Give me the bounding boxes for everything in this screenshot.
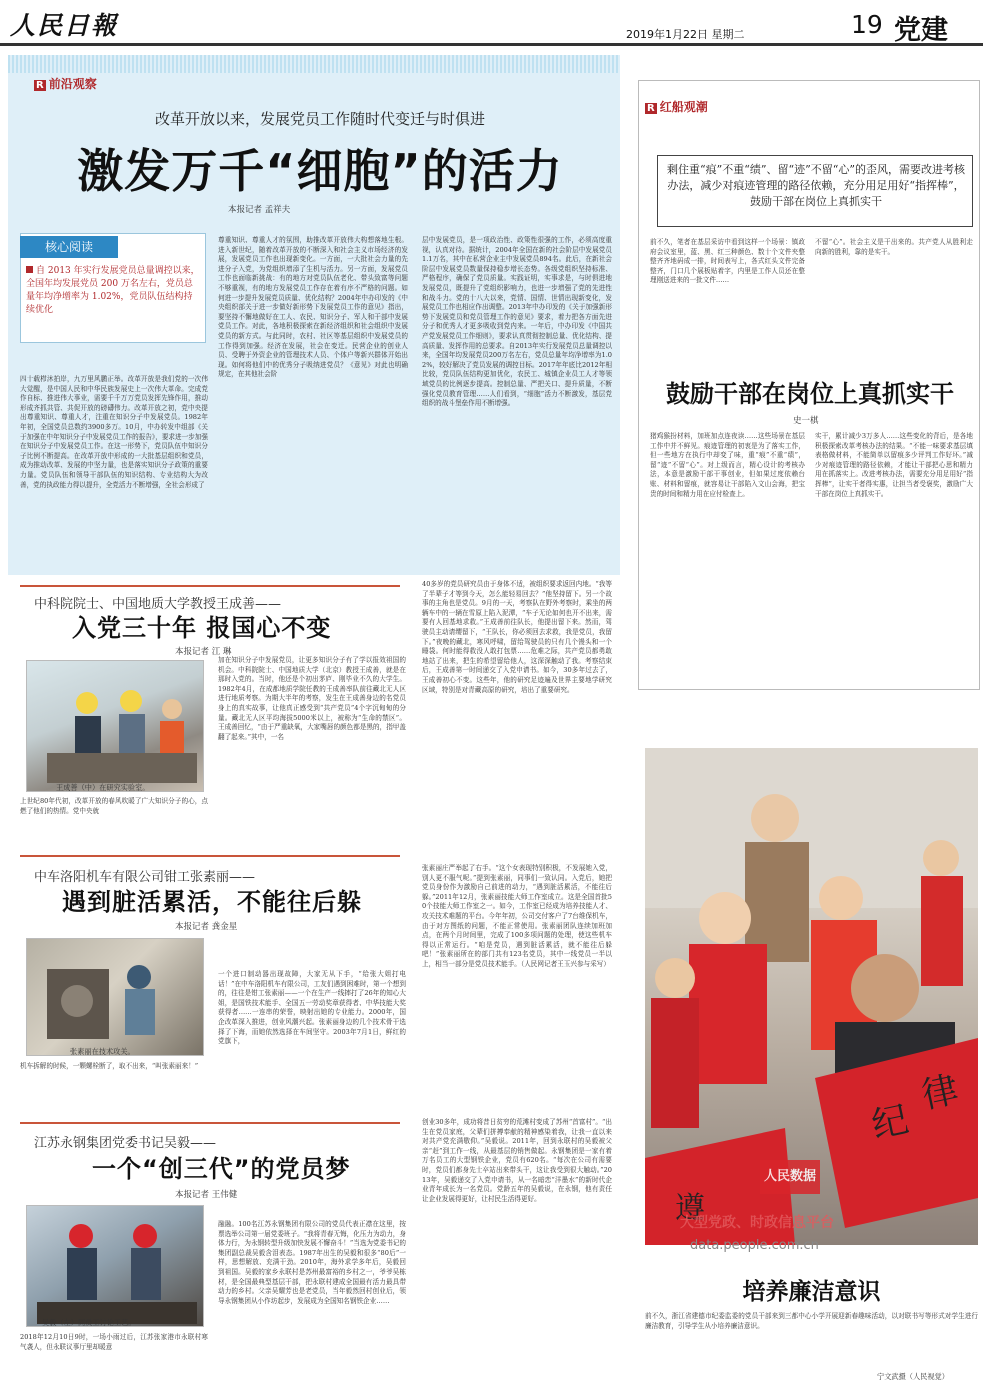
- profile1-caption: 王成善（中）在研究实验室。: [56, 783, 150, 792]
- masthead: [0, 0, 983, 46]
- svg-text:遵: 遵: [675, 1191, 705, 1226]
- photo-credit: 宁文武摄（人民视觉）: [877, 1372, 949, 1381]
- profile3-photo: [26, 1205, 204, 1327]
- profile1-rule: [20, 585, 400, 587]
- profile2-text-left: 机车拆解的时候，一颗螺栓断了，取不出来，“叫张素丽来！”: [20, 1062, 199, 1070]
- profile2-photo: [26, 938, 204, 1056]
- core-reading-text: 自 2013 年实行发展党员总量调控以来，全国年均发展党员 200 万名左右，党员总量年均净增率为 1.02%，党员队伍结构持续优化: [26, 266, 200, 315]
- profile2-kicker: 中车洛阳机车有限公司钳工张素丽——: [34, 870, 256, 885]
- profile3-text-mid: 融融。100名江苏永钢集团有限公司的党员代表正襟在这里，按票选举公司第一届党委班子。“我将青春无悔，化压力为动力，身体力行，为永钢转型升级加快发展不懈奋斗！”当选为党委书记的集团副总裁吴毅含泪表态。1987年出生的吴毅和很多“80后”一样，思想解放、充满干劲。2010年，海外求学多年后，吴毅回到祖国。吴毅的家乡永联村是苏州最富裕的乡村之一，爷爷吴栋材，是全国最典型基层干部，把永联村建成全国最有活力最具带动力的乡村。父亲吴耀芳也是老党员，当年毅然回村创业后，领导永钢集团从小作坊起步，发展成为全国知名钢铁企业……: [218, 1220, 406, 1305]
- profile2-byline: 本报记者 龚金星: [175, 922, 238, 932]
- decorative-stripe: [8, 55, 620, 73]
- commentary-text-top-left: 前不久，笔者在基层采访中看到这样一个场景：镇政府会议室里，蓝、黑、红三种颜色、数十个文件夹整整齐齐地码成一排，时间表写上，各式红头文件完备整齐，门口几个展板贴着字，内里是工作人员还在整理刚送进来的一批文件……: [650, 238, 805, 285]
- main-article-column-1: 四十载栉沐拍岸，九万里风鹏正举。改革开放是我们党的一次伟大觉醒，是中国人民和中华民族发展史上一次伟大革命。完成党作自标、推进伟大事业，需要千千万万党员发挥先锋作用，推动形成齐抓共管、共促开放的磅礴伟力。改革开放之初，党中央提出尊重知识、尊重人才，注重在知识分子中发展党员。1982年年初，全国党员总数约3900多万。10月，中办转发中组部《关于加强在中年知识分子中发展党员工作的报告》，要求进一步加强在知识分子中发展党员工作。在这一形势下，党员队伍中知识分子比例不断提高。在改革开放中形成的一大批基层组织和党员，成为推动改革、发展的中坚力量，也是落实知识分子政策的重要力量。党员队伍和领导干部队伍的知识结构、专业结构大为改善，党的执政能力得以提升，全党活力不断增强，全社会形成了: [20, 375, 208, 489]
- section-tag-frontline: R 前沿观察: [36, 77, 97, 91]
- profile1-title: 入党三十年 报国心不变: [72, 614, 332, 642]
- commentary-headline: 鼓励干部在岗位上真抓实干: [666, 380, 954, 408]
- profile1-text-right: 40多岁的党员研究员由于身体不适，被组织要求返回内地。“我等了半辈子才等到今天，怎么能轻易回去？”他坚持留下。另一个故事的主角也是党员。9月的一天，考察队在野外考察时，乘坐的两辆车中的一辆在雪原上陷入泥潭，“车子无论如何也开不出来，需要有人回基地求救。”王成善前往队长，他提出留下来。然而，驾驶员主动请缨留下，“王队长，你必须回去求救，我是党员，我留下。”夜晚的藏北，寒风呼啸，留给驾驶员的只有几个馒头和一个睡袋。何时能得救没人敢打包票……危难之际，共产党员都勇敢地站了出来，把生的希望留给他人，这深深触动了我。考察结束后，王成善第一时间递交了入党申请书。如今，30多年过去了，王成善初心不变。这些年，他的研究足迹遍及世界主要地学研究区域，特别是对青藏高原的研究，培出了重要研究。: [422, 580, 612, 694]
- lab-scene-illustration: [27, 661, 205, 793]
- profile3-text-right: 创业30多年，成功将昔日贫穷的荒滩村变成了苏州“首富村”。“出生在党员家庭，父辈们拼搏奉献的精神感染着我，让我一直以来对共产党充满敬仰。”吴毅说。2011年，回到永联村的吴毅被父亲“赶”到工作一线，从最基层的销售做起。永钢集团是一家有着万名员工的大型钢铁企业，党员有620名。“每次在公司有需要时，党员们都身先士卒站出来带头干，这让我受到很大触动。”2013年，吴毅递交了入党申请书，从一名暗恋“洋墨水”的新时代企业青年成长为一名党员。党龄五年的吴毅说，在永钢，他有责任让企业发展得更好，让村民生活得更好。: [422, 1118, 612, 1203]
- profile3-text-left: 2018年12月10日9时，一场小雨过后，江苏张家港市永联村寒气袭人，但永联议事厅里却暖意: [20, 1333, 208, 1351]
- main-headline: 激发万千“细胞”的活力: [77, 144, 563, 198]
- commentary-byline: 史一棋: [793, 416, 819, 426]
- main-article-column-3: 层中发展党员，是一项政治性、政策性很强的工作，必须高度重视，认真对待。据统计，2004年全国在新的社会阶层中发展党员1.1万名，其中在私营企业主中发展党员894名。此后，在新社会阶层中发展党员数量保持稳步增长态势。各级党组织坚持标准、严格程序，确保了党员质量。实践证明，实事求是，与时俱进地发展党员，既提升了党组织影响力，也进一步增强了党的先进性和战斗力。党的十八大以来，党情、国情、世情出现新变化，发展党员工作也相应作出调整。2013年中办印发的《关于加强新形势下发展党员和党员管理工作的意见》要求，着力把各方面先进分子和优秀人才更多吸收到党内来。一年后，中办印发《中国共产党发展党员工作细则》，要求认真贯彻控制总量、优化结构、提高质量、发挥作用的总要求。自2013年实行发展党员总量调控以来，全国年均发展党员200万名左右，党员总量年均净增率为1.02%，较好解决了党员发展的调控目标。2017年年底比2012年相比较，党员队伍结构更加优化，农民工、城镇企业员工人才等领域党员的比例逐步提高。控制总量、严把关口、提升质量，不断强化党员教育管理……人们看到，“细胞”活力不断激发，基层党组织的战斗堡垒作用不断增强。: [422, 236, 612, 408]
- profile3-byline: 本报记者 王伟健: [175, 1190, 238, 1200]
- watermark-slogan: 大型党政、时政信息平台: [680, 1215, 834, 1231]
- main-article-column-2: 尊重知识、尊重人才的氛围，助推改革开放伟大构想落地生根。进入新世纪，随着改革开放的不断深入和社会主义市场经济的发展，发展党员工作也出现新变化。一方面，一大批社会力量的先进分子入党，为党组织增添了生机与活力。另一方面，发展党员工作也面临新挑战：有的地方对党员队伍老化、带头致富等问题不够重视，有的地方发展党员工作存在着有序不严格的问题。如何进一步提升发展党员质量、优化结构？2004年中办印发的《中央组织部关于进一步做好新形势下发展党员工作的意见》指出，要坚持不懈地做好在工人、农民、知识分子、军人和干部中发展党员工作。对此，各地积极探索在新经济组织和社会组织中发展党员的新方式。与此同时，农村、社区等基层组织中发展党员的工作得到加强。经济在发展，社会在变迁。民营企业的创业人员、受聘于外资企业的管理技术人员、个体户等新兴群体开始出现。如何将他们中的优秀分子吸纳进党员？《意见》对此也明确规定，在其他社会阶: [218, 236, 408, 379]
- profile3-caption: 吴毅（左）同员工讨论工艺。: [42, 1318, 136, 1327]
- profile1-text-left: 上世纪80年代初，改革开放的春风吹暖了广大知识分子的心，点燃了他们的热情。党中央就: [20, 797, 208, 815]
- photo-caption-text: 前不久，浙江省建德市纪委监委的党员干部来到三都中心小学开展迎新春趣味活动，以对联书写等形式对学生进行廉洁教育，引导学生从小培养廉洁意识。: [645, 1312, 978, 1330]
- data-platform-logo: 人民数据: [760, 1160, 820, 1194]
- workshop-scene-illustration: [27, 939, 205, 1057]
- profile1-photo: [26, 660, 204, 792]
- profile2-title: 遇到脏活累活，不能往后躲: [62, 888, 362, 916]
- profile2-text-right: 张素丽庄严举起了右手。“这个女表现特别积极，不发展她入党，别人更不服气呢。”提到张素丽，同事们一致认同。入党后，她把党员身份作为激励自己前进的动力，“遇到脏活累活，不能往后躲。”2011年12月，张素丽技能大师工作室成立。这是全国首批50个技能大师工作室之一。如今，工作室已经成为培养技能人才、攻关技术难题的平台。今年年初，公司交付客户了7台维保机车，由于对方图纸的问题，不能正常使用。张素丽团队连续加班加点，在两个月时间里，完成了100多项问题的处理，使这些机车得以正常运行。“咱是党员，遇到脏活累活，就不能往后躲吧！”张素丽所在的部门共有123名党员，其中一线党员一半以上，相当一部分是党员技术能手。（人民网记者王玉兴参与采写）: [422, 864, 612, 968]
- newspaper-logo: 人民日報: [10, 11, 119, 40]
- profile1-byline: 本报记者 江 琳: [175, 647, 232, 657]
- main-kicker: 改革开放以来，发展党员工作随时代变迁与时俱进: [154, 110, 485, 128]
- svg-text:律: 律: [918, 1069, 963, 1117]
- profile2-caption: 张素丽在技术攻关。: [70, 1047, 135, 1056]
- section-tag-redboat: R 红船观潮: [647, 100, 708, 114]
- core-reading-label: 核心阅读: [20, 236, 118, 258]
- issue-date: 2019年1月22日 星期二: [626, 28, 745, 41]
- commentary-text-top-right: 不留“心”。社会主义是干出来的。共产党人从胜利走向新的胜利，靠的是实干。: [815, 238, 973, 256]
- profile1-text-mid: 加在知识分子中发展党员，让更多知识分子有了学以报效祖国的机会。中科院院士、中国地质大学（北京）教授王成善，就是在那时入党的。当时，他还是个初出茅庐、刚毕业不久的大学生。1982年4月，在成都地质学院任教的王成善率队前往藏北无人区进行地质考察。为期大半年的考察，发生在王成善身边的名党员身上的真实故事，让他真正感受到“共产党员”4个字沉甸甸的分量。藏北无人区平均海拔5000米以上，被称为“生命的禁区”。王成善回忆，“由于严重缺氧，大家嘴唇的颜色都是黑的，指甲盖翻了起来。”其中，一名: [218, 656, 406, 741]
- photo-headline: 培养廉洁意识: [742, 1279, 881, 1305]
- profile3-title: 一个“创三代”的党员梦: [92, 1155, 351, 1183]
- svg-text:纪: 纪: [868, 1099, 913, 1147]
- profile3-rule: [20, 1122, 400, 1124]
- page-number: 19: [851, 10, 883, 39]
- profile3-kicker: 江苏永钢集团党委书记吴毅——: [34, 1136, 217, 1151]
- page-name: 党建: [894, 15, 948, 46]
- commentary-text-bottom-left: 猪鸡猴扮材料，加班加点连夜读……这些场景在基层工作中并不鲜见。痕迹管理的初衷是为了落实工作，但一些地方在执行中却变了味，重“痕”不重“绩”，留“迹”不留“心”。对上级而言，精心设计的考核办法，本意是激励干部干事创业，但如果过度依赖台账、材料和留痕，就容易让干部陷入文山会海，把宝贵的时间和精力用在应付检查上。: [650, 432, 805, 498]
- profile2-rule: [20, 855, 400, 857]
- profile2-text-mid: 一个进口制动器出现故障，大家无从下手，“给张大姐打电话！”在中车洛阳机车有限公司，工友们遇到困难时，第一个想到的，往往是钳工张素丽——一个在生产一线摔打了26年的知心大姐，是国铁技术能手、全国五一劳动奖章获得者、中华技能大奖获得者……一连串的荣誉，映射出她的专业能力。2000年，国企改革深入推进，创业风潮兴起。张素丽身边的几个技术骨干选择了下海，而她依然选择在车间坚守。2003年7月1日，鲜红的党旗下，: [218, 970, 406, 1046]
- watermark-url: data.people.com.cn: [690, 1238, 819, 1253]
- commentary-text-bottom-right: 实干，累计减少3万多人……这些变化的背后，是各地积极探索改革考核办法的结果。“不能一味要求基层填表格做材料，不能简单以留痕多少评判工作好坏。”减少对痕迹管理的路径依赖，才能让干部把心思和精力用在抓落实上。改进考核办法，需要充分用足用好“指挥棒”，让实干者得实惠，让担当者受褒奖，激励广大干部在岗位上真抓实干。: [815, 432, 973, 498]
- pull-quote-text: 剩住重“痕”不重“绩”、留“迹”不留“心”的歪风，需要改进考核办法，减少对痕迹管理的路径依赖，充分用足用好“指挥棒”，鼓励干部在岗位上真抓实干: [667, 163, 965, 208]
- main-byline: 本报记者 孟祥夫: [228, 205, 291, 215]
- factory-scene-illustration: [27, 1206, 205, 1328]
- profile1-kicker: 中科院院士、中国地质大学教授王成善——: [34, 597, 282, 612]
